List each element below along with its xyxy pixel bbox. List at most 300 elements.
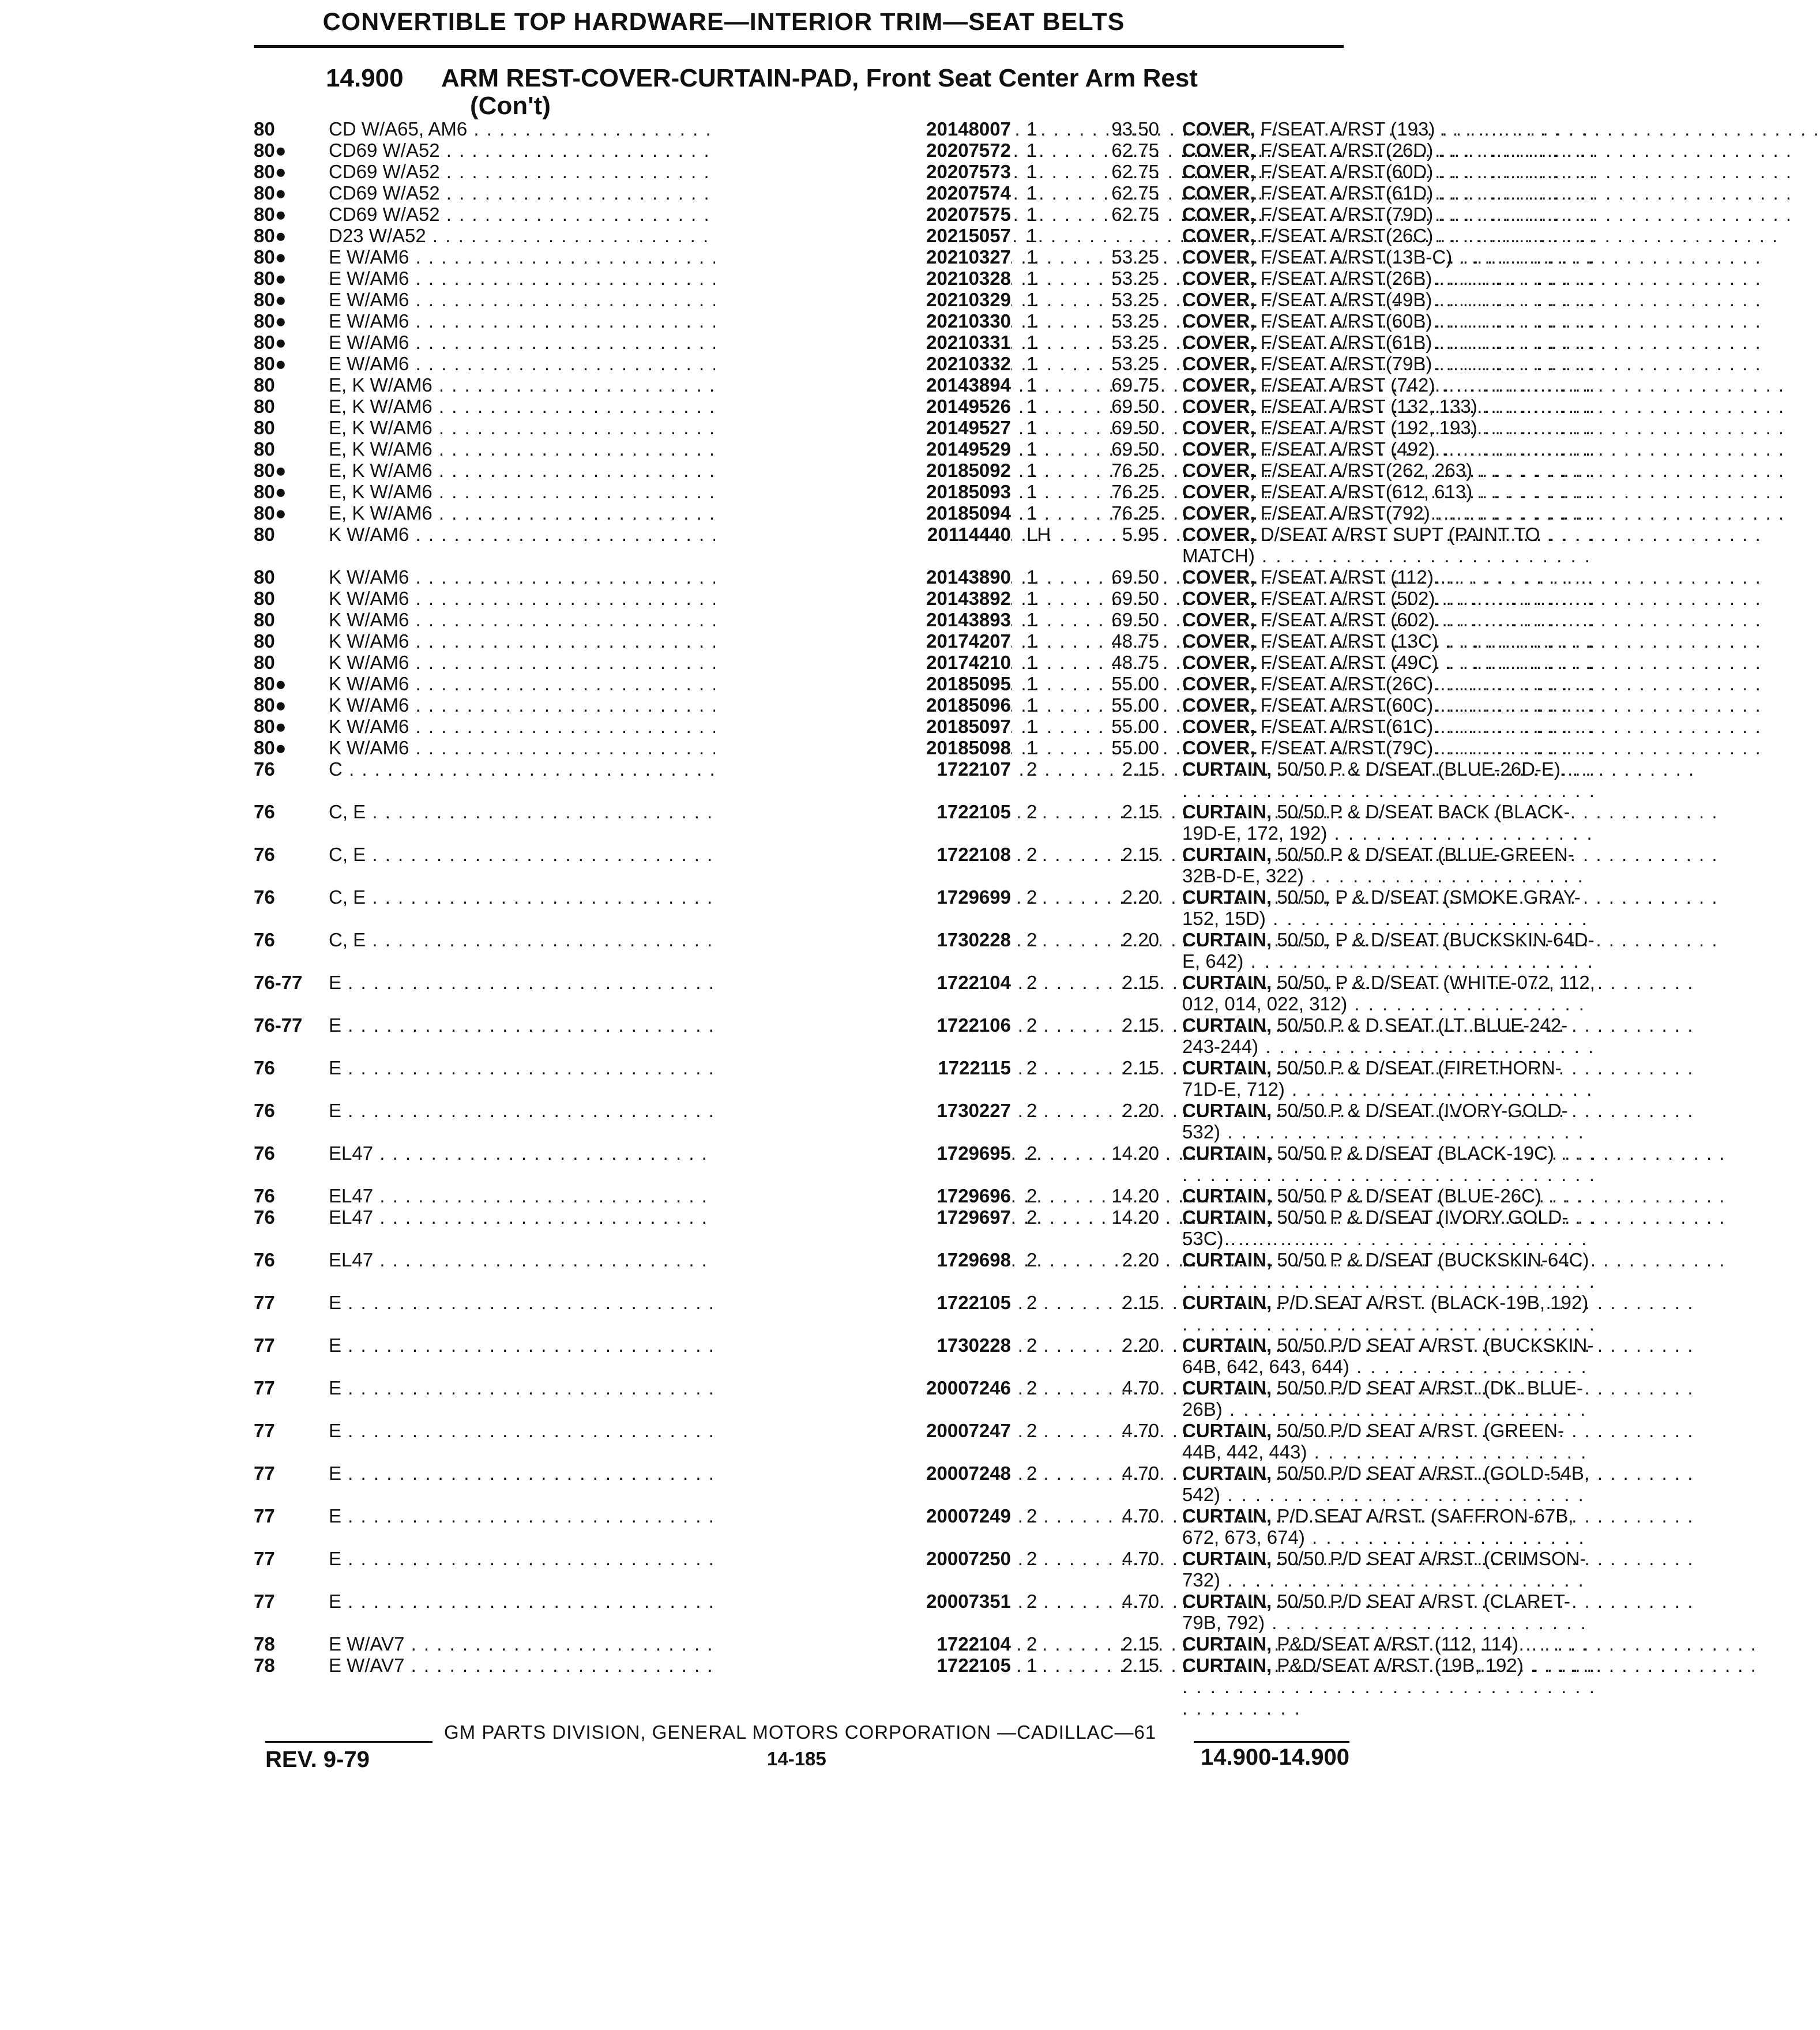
- part-number: 1729697: [715, 1206, 1011, 1228]
- part-description-keyword: CURTAIN,: [1182, 1633, 1272, 1655]
- part-row: [254, 929, 1595, 972]
- footer-revision: REV. 9-79: [265, 1747, 370, 1772]
- part-description-keyword: CURTAIN,: [1182, 1505, 1272, 1527]
- part-description-text: F/SEAT A/RST(49B): [1260, 289, 1432, 310]
- part-quantity: 1: [1026, 161, 1037, 182]
- part-description: [1182, 524, 1597, 566]
- part-quantity: 1: [1026, 460, 1037, 481]
- part-quantity: 1: [1026, 353, 1037, 374]
- part-quantity: 2: [1026, 1633, 1037, 1655]
- part-model: E W/AM6 . . .: [329, 353, 894, 375]
- part-year: 76: [254, 1057, 275, 1078]
- section-number: 14.900: [326, 64, 404, 92]
- part-description-keyword: COVER,: [1182, 609, 1255, 630]
- part-description-keyword: CURTAIN,: [1182, 1334, 1272, 1356]
- part-description-text: F/SEAT A/RST(79B): [1260, 353, 1432, 374]
- part-description: [1182, 310, 1597, 332]
- part-number: 20149529: [715, 438, 1011, 460]
- part-row: [254, 588, 1435, 609]
- part-number: 1730227: [715, 1100, 1011, 1122]
- parts-list: [254, 118, 1595, 1676]
- part-description: [1182, 929, 1597, 972]
- part-description-text: F/SEAT A/RST(26D): [1260, 140, 1434, 161]
- part-description: [1182, 652, 1597, 673]
- part-description-text: F/SEAT A/RST(26C): [1260, 225, 1434, 246]
- part-description-text: F/SEAT A/RST(79D): [1260, 204, 1434, 225]
- part-number: 20007248: [715, 1463, 1011, 1484]
- part-description-text: 50/50 P & D SEAT (LT. BLUE-242-243-244): [1182, 1014, 1568, 1057]
- part-price: 2.20: [1122, 1100, 1159, 1121]
- part-quantity: 2: [1026, 1463, 1037, 1484]
- part-row: [254, 1377, 1584, 1420]
- part-row: [254, 204, 1434, 225]
- part-year: 77: [254, 1377, 275, 1399]
- part-quantity: 1: [1026, 716, 1037, 737]
- part-description: [1182, 886, 1597, 929]
- part-description-keyword: CURTAIN,: [1182, 972, 1272, 993]
- part-quantity: 1: [1026, 588, 1037, 609]
- part-year: 76: [254, 1185, 275, 1206]
- part-description: [1182, 1014, 1597, 1057]
- part-price: 62.75: [1111, 161, 1159, 182]
- part-quantity: 2: [1026, 886, 1037, 908]
- part-price: 5.95: [1122, 524, 1159, 545]
- part-quantity: 1: [1026, 289, 1037, 310]
- part-price: 76.25: [1111, 502, 1159, 524]
- part-description-keyword: COVER,: [1182, 652, 1255, 673]
- part-model: C, E . . .: [329, 801, 894, 823]
- part-row: [254, 161, 1434, 182]
- part-description-keyword: COVER,: [1182, 332, 1255, 353]
- part-year: 80: [254, 566, 275, 588]
- part-row: [254, 417, 1477, 438]
- part-price: 76.25: [1111, 481, 1159, 502]
- part-quantity: LH: [1026, 524, 1051, 545]
- part-model: E W/AM6 . . .: [329, 289, 894, 311]
- part-price: 4.70: [1122, 1548, 1159, 1569]
- part-number: 20007249: [715, 1505, 1011, 1527]
- part-price: 2.15: [1122, 1057, 1159, 1078]
- part-description-keyword: CURTAIN,: [1182, 1420, 1272, 1441]
- part-description: [1182, 481, 1597, 502]
- part-description: [1182, 1548, 1597, 1591]
- part-number: 20185096: [715, 694, 1011, 716]
- part-model: E W/AM6 . . .: [329, 310, 894, 332]
- part-model: CD69 W/A52 . . .: [329, 204, 894, 225]
- part-row: [254, 1505, 1574, 1548]
- part-description: [1182, 438, 1597, 460]
- part-price: 4.70: [1122, 1463, 1159, 1484]
- part-price: 93.50: [1111, 118, 1159, 140]
- part-model: E . . .: [329, 1591, 894, 1612]
- part-year: 80●: [254, 673, 287, 694]
- part-number: 1730228: [715, 929, 1011, 951]
- part-row: [254, 1591, 1571, 1633]
- part-description: [1182, 1185, 1597, 1206]
- part-description-text: F/SEAT A/RST(792): [1260, 502, 1430, 524]
- part-row: [254, 1463, 1590, 1505]
- part-description: [1182, 268, 1597, 289]
- part-model: CD69 W/A52 . . .: [329, 161, 894, 183]
- part-quantity: 2: [1026, 1057, 1037, 1078]
- part-price: 14.20: [1111, 1185, 1159, 1206]
- part-price: 69.75: [1111, 374, 1159, 396]
- part-model: EL47 . . .: [329, 1206, 894, 1228]
- part-number: 1722105: [715, 1292, 1011, 1314]
- part-description-keyword: CURTAIN,: [1182, 1591, 1272, 1612]
- part-description-text: F/SEAT A/RST (112): [1260, 566, 1434, 588]
- part-description: [1182, 758, 1597, 801]
- part-model: E . . .: [329, 1014, 894, 1036]
- part-description: [1182, 502, 1597, 524]
- part-model: K W/AM6 . . .: [329, 630, 894, 652]
- part-quantity: 2: [1026, 801, 1037, 822]
- part-quantity: 2: [1026, 972, 1037, 993]
- part-price: 2.15: [1122, 844, 1159, 865]
- part-year: 78: [254, 1655, 275, 1676]
- part-price: 69.50: [1111, 566, 1159, 588]
- part-description-text: 50/50 P & D/SEAT (BUCKSKIN-64C): [1277, 1249, 1589, 1270]
- part-year: 76-77: [254, 972, 303, 993]
- part-quantity: 2: [1026, 1548, 1037, 1569]
- part-description-keyword: CURTAIN,: [1182, 758, 1272, 780]
- part-year: 80●: [254, 246, 287, 268]
- part-row: [254, 1206, 1569, 1249]
- part-description: [1182, 1655, 1597, 1676]
- part-description-text: 50/50 P & D/SEAT (BLUE-GREEN-32B-D-E, 322): [1182, 844, 1574, 886]
- part-price: 69.50: [1111, 438, 1159, 460]
- part-row: [254, 737, 1434, 758]
- part-price: 55.00: [1111, 673, 1159, 694]
- part-quantity: 1: [1026, 652, 1037, 673]
- part-number: 20207572: [715, 140, 1011, 161]
- part-model: E . . .: [329, 1057, 894, 1079]
- part-year: 77: [254, 1548, 275, 1569]
- part-description: [1182, 1591, 1597, 1633]
- part-number: 20210332: [715, 353, 1011, 375]
- part-description-text: F/SEAT A/RST(60B): [1260, 310, 1432, 332]
- part-number: 1722105: [715, 801, 1011, 823]
- part-description-keyword: CURTAIN,: [1182, 1142, 1272, 1164]
- part-description-text: F/SEAT A/RST(79C): [1260, 737, 1434, 758]
- part-number: 1729699: [715, 886, 1011, 908]
- part-year: 80: [254, 588, 275, 609]
- part-model: K W/AM6 . . .: [329, 694, 894, 716]
- part-year: 80●: [254, 737, 287, 758]
- part-quantity: 1: [1026, 630, 1037, 652]
- part-description-text: P/D SEAT A/RST. (BLACK-19B, 192): [1277, 1292, 1589, 1313]
- part-row: [254, 289, 1432, 310]
- part-description: [1182, 1505, 1597, 1548]
- part-row: [254, 1548, 1586, 1591]
- part-description-text: F/SEAT A/RST (492): [1260, 438, 1435, 460]
- part-number: 20149526: [715, 396, 1011, 418]
- part-description-text: P&D/SEAT A/RST (112, 114): [1277, 1633, 1519, 1655]
- part-description-text: F/SEAT A/RST(262, 263): [1260, 460, 1473, 481]
- part-model: E, K W/AM6 . . .: [329, 460, 894, 482]
- part-description-text: F/SEAT A/RST(26B): [1260, 268, 1432, 289]
- part-price: 53.25: [1111, 289, 1159, 310]
- part-number: 20143890: [715, 566, 1011, 588]
- part-model: E, K W/AM6 . . .: [329, 481, 894, 503]
- part-model: E, K W/AM6 . . .: [329, 502, 894, 524]
- part-model: E . . .: [329, 1420, 894, 1442]
- part-model: E W/AV7 . . .: [329, 1655, 894, 1676]
- part-number: 1722115: [715, 1057, 1011, 1079]
- part-description-keyword: CURTAIN,: [1182, 1100, 1272, 1121]
- part-description-keyword: COVER,: [1182, 524, 1255, 545]
- footer-rule-left: [265, 1741, 433, 1743]
- part-row: [254, 652, 1438, 673]
- part-description-keyword: COVER,: [1182, 481, 1255, 502]
- part-quantity: 1: [1026, 374, 1037, 396]
- part-row: [254, 1249, 1589, 1292]
- part-model: K W/AM6 . . .: [329, 737, 894, 759]
- part-year: 77: [254, 1463, 275, 1484]
- part-price: 4.70: [1122, 1420, 1159, 1441]
- part-price: 55.00: [1111, 737, 1159, 758]
- part-description-text: F/SEAT A/RST(61D): [1260, 182, 1434, 204]
- part-description-text: 50/50 P/D SEAT A/RST. (GOLD-54B, 542): [1182, 1463, 1590, 1505]
- part-price: 62.75: [1111, 204, 1159, 225]
- part-model: CD69 W/A52 . . .: [329, 140, 894, 161]
- part-description-keyword: COVER,: [1182, 161, 1255, 182]
- part-year: 80●: [254, 268, 287, 289]
- part-description: [1182, 609, 1597, 630]
- part-description-keyword: COVER,: [1182, 566, 1255, 588]
- part-price: 69.50: [1111, 396, 1159, 417]
- part-quantity: 1: [1026, 332, 1037, 353]
- part-row: [254, 694, 1434, 716]
- part-model: K W/AM6 . . .: [329, 673, 894, 695]
- part-quantity: 1: [1026, 673, 1037, 694]
- part-price: 55.00: [1111, 694, 1159, 716]
- part-quantity: 2: [1026, 1185, 1037, 1206]
- part-description: [1182, 140, 1597, 161]
- part-model: K W/AM6 . . .: [329, 716, 894, 738]
- part-number: 1722106: [715, 1014, 1011, 1036]
- part-year: 80●: [254, 481, 287, 502]
- part-description-text: F/SEAT A/RST(60C): [1260, 694, 1434, 716]
- part-row: [254, 310, 1432, 332]
- part-description: [1182, 972, 1597, 1014]
- part-description-keyword: COVER,: [1182, 374, 1255, 396]
- part-price: 53.25: [1111, 310, 1159, 332]
- part-description-text: 50/50 P/D SEAT A/RST. (GREEN-44B, 442, 443): [1182, 1420, 1564, 1463]
- part-quantity: 1: [1026, 268, 1037, 289]
- part-price: 53.25: [1111, 353, 1159, 374]
- part-quantity: 1: [1026, 118, 1037, 140]
- part-model: E W/AM6 . . .: [329, 332, 894, 354]
- part-description-text: F/SEAT A/RST (193): [1260, 118, 1435, 140]
- part-quantity: 2: [1026, 1100, 1037, 1121]
- part-description-text: 50/50 P/D SEAT A/RST. (CLARET-79B, 792): [1182, 1591, 1571, 1633]
- part-description: [1182, 374, 1597, 396]
- part-year: 80●: [254, 161, 287, 182]
- part-description-text: F/SEAT A/RST (192, 193): [1260, 417, 1477, 438]
- part-year: 77: [254, 1505, 275, 1527]
- part-description-text: F/SEAT A/RST(61C): [1260, 716, 1434, 737]
- part-row: [254, 1633, 1519, 1655]
- part-year: 77: [254, 1591, 275, 1612]
- part-number: 20174207: [715, 630, 1011, 652]
- part-model: C, E . . .: [329, 844, 894, 866]
- part-description-keyword: COVER,: [1182, 502, 1255, 524]
- part-year: 80: [254, 374, 275, 396]
- part-description: [1182, 1633, 1597, 1655]
- part-description-keyword: CURTAIN,: [1182, 1057, 1272, 1078]
- part-price: 2.15: [1122, 1014, 1159, 1036]
- part-number: 20143894: [715, 374, 1011, 396]
- part-description-text: 50/50, P & D/SEAT (SMOKE GRAY-152, 15D): [1182, 886, 1581, 929]
- part-year: 80●: [254, 694, 287, 716]
- part-description-keyword: CURTAIN,: [1182, 1655, 1272, 1676]
- part-row: [254, 758, 1560, 801]
- part-description-text: 50/50, P & D/SEAT (BUCKSKIN-64D-E, 642): [1182, 929, 1595, 972]
- part-price: 2.15: [1122, 1633, 1159, 1655]
- part-year: 76: [254, 886, 275, 908]
- part-year: 80: [254, 417, 275, 438]
- part-description-keyword: COVER,: [1182, 225, 1255, 246]
- part-price: 69.50: [1111, 417, 1159, 438]
- part-number: 20007250: [715, 1548, 1011, 1570]
- part-model: EL47 . . .: [329, 1142, 894, 1164]
- part-year: 80●: [254, 225, 287, 246]
- part-description-keyword: COVER,: [1182, 417, 1255, 438]
- part-description-text: P/D SEAT A/RST. (SAFFRON-67B, 672, 673, 674): [1182, 1505, 1574, 1548]
- part-description-text: F/SEAT A/RST(612, 613): [1260, 481, 1473, 502]
- part-quantity: 2: [1026, 1249, 1037, 1270]
- part-description-keyword: CURTAIN,: [1182, 1249, 1272, 1270]
- part-row: [254, 332, 1432, 353]
- section-continued: (Con't): [470, 92, 551, 120]
- part-row: [254, 481, 1473, 502]
- part-year: 76: [254, 758, 275, 780]
- part-model: C . . .: [329, 758, 894, 780]
- part-description: [1182, 460, 1597, 481]
- part-description-text: F/SEAT A/RST(26C): [1260, 673, 1434, 694]
- part-description-keyword: CURTAIN,: [1182, 1292, 1272, 1313]
- part-description-text: 50/50 P/D SEAT A/RST. (DK. BLUE-26B): [1182, 1377, 1584, 1420]
- part-row: [254, 374, 1435, 396]
- part-number: 1722105: [715, 1655, 1011, 1676]
- part-model: E, K W/AM6 . . .: [329, 417, 894, 439]
- part-description-keyword: COVER,: [1182, 204, 1255, 225]
- part-price: 53.25: [1111, 332, 1159, 353]
- part-quantity: 1: [1026, 417, 1037, 438]
- part-description-text: P&D/SEAT A/RST (19B, 192): [1277, 1655, 1524, 1676]
- part-number: 20210327: [715, 246, 1011, 268]
- part-year: 80●: [254, 502, 287, 524]
- part-model: E . . .: [329, 1377, 894, 1399]
- part-description: [1182, 1334, 1597, 1377]
- part-description: [1182, 694, 1597, 716]
- part-number: 1722104: [715, 972, 1011, 994]
- part-row: [254, 801, 1570, 844]
- part-model: E . . .: [329, 972, 894, 994]
- part-description-text: 50/50 P/D SEAT A/RST. (CRIMSON-732): [1182, 1548, 1586, 1591]
- part-description: [1182, 118, 1597, 140]
- part-row: [254, 246, 1453, 268]
- part-quantity: 1: [1026, 396, 1037, 417]
- part-row: [254, 460, 1473, 481]
- part-quantity: 2: [1026, 1591, 1037, 1612]
- part-row: [254, 1655, 1524, 1676]
- part-year: 80●: [254, 332, 287, 353]
- part-year: 80: [254, 652, 275, 673]
- part-number: 1729695: [715, 1142, 1011, 1164]
- part-quantity: 1: [1026, 609, 1037, 630]
- part-description: [1182, 396, 1597, 417]
- part-description-text: F/SEAT A/RST (602): [1260, 609, 1435, 630]
- part-row: [254, 673, 1434, 694]
- part-description-keyword: COVER,: [1182, 716, 1255, 737]
- part-price: 69.50: [1111, 588, 1159, 609]
- part-quantity: 1: [1026, 140, 1037, 161]
- part-description: [1182, 673, 1597, 694]
- part-year: 80●: [254, 353, 287, 374]
- part-model: E . . .: [329, 1463, 894, 1484]
- part-number: 1730228: [715, 1334, 1011, 1356]
- part-number: 20149527: [715, 417, 1011, 439]
- part-description-keyword: CURTAIN,: [1182, 929, 1272, 950]
- part-quantity: 1: [1026, 1655, 1037, 1676]
- part-price: 14.20: [1111, 1206, 1159, 1228]
- part-description-keyword: CURTAIN,: [1182, 1185, 1272, 1206]
- part-description-keyword: COVER,: [1182, 289, 1255, 310]
- part-price: 53.25: [1111, 246, 1159, 268]
- part-model: K W/AM6 . . .: [329, 566, 894, 588]
- part-description: [1182, 225, 1597, 246]
- part-price: 62.75: [1111, 140, 1159, 161]
- part-description-keyword: COVER,: [1182, 140, 1255, 161]
- part-description-keyword: COVER,: [1182, 737, 1255, 758]
- part-price: 2.20: [1122, 1249, 1159, 1270]
- part-quantity: 1: [1026, 737, 1037, 758]
- part-model: E W/AV7 . . .: [329, 1633, 894, 1655]
- part-description-keyword: COVER,: [1182, 310, 1255, 332]
- footer-section-range: 14.900-14.900: [1200, 1745, 1349, 1770]
- part-description: [1182, 1292, 1597, 1334]
- part-number: 20185092: [715, 460, 1011, 482]
- part-description: [1182, 289, 1597, 310]
- part-number: 20210330: [715, 310, 1011, 332]
- part-row: [254, 1057, 1562, 1100]
- part-year: 80●: [254, 182, 287, 204]
- part-price: 2.20: [1122, 929, 1159, 950]
- part-description: [1182, 417, 1597, 438]
- part-number: 20185097: [715, 716, 1011, 738]
- part-year: 76: [254, 801, 275, 822]
- part-number: 1722107: [715, 758, 1011, 780]
- part-description-keyword: CURTAIN,: [1182, 801, 1272, 822]
- part-description: [1182, 1420, 1597, 1463]
- part-description-keyword: COVER,: [1182, 182, 1255, 204]
- part-description-text: F/SEAT A/RST(60D): [1260, 161, 1434, 182]
- part-year: 76: [254, 1249, 275, 1270]
- part-quantity: 1: [1026, 204, 1037, 225]
- part-quantity: 2: [1026, 758, 1037, 780]
- part-number: 1722104: [715, 1633, 1011, 1655]
- part-description-text: 50/50 P & D/SEAT (BLUE-26D-E): [1277, 758, 1560, 780]
- part-quantity: 1: [1026, 438, 1037, 460]
- part-description-keyword: COVER,: [1182, 246, 1255, 268]
- part-quantity: 2: [1026, 1377, 1037, 1399]
- part-price: 2.20: [1122, 886, 1159, 908]
- part-description: [1182, 1206, 1597, 1249]
- part-description: [1182, 1249, 1597, 1292]
- part-year: 80●: [254, 460, 287, 481]
